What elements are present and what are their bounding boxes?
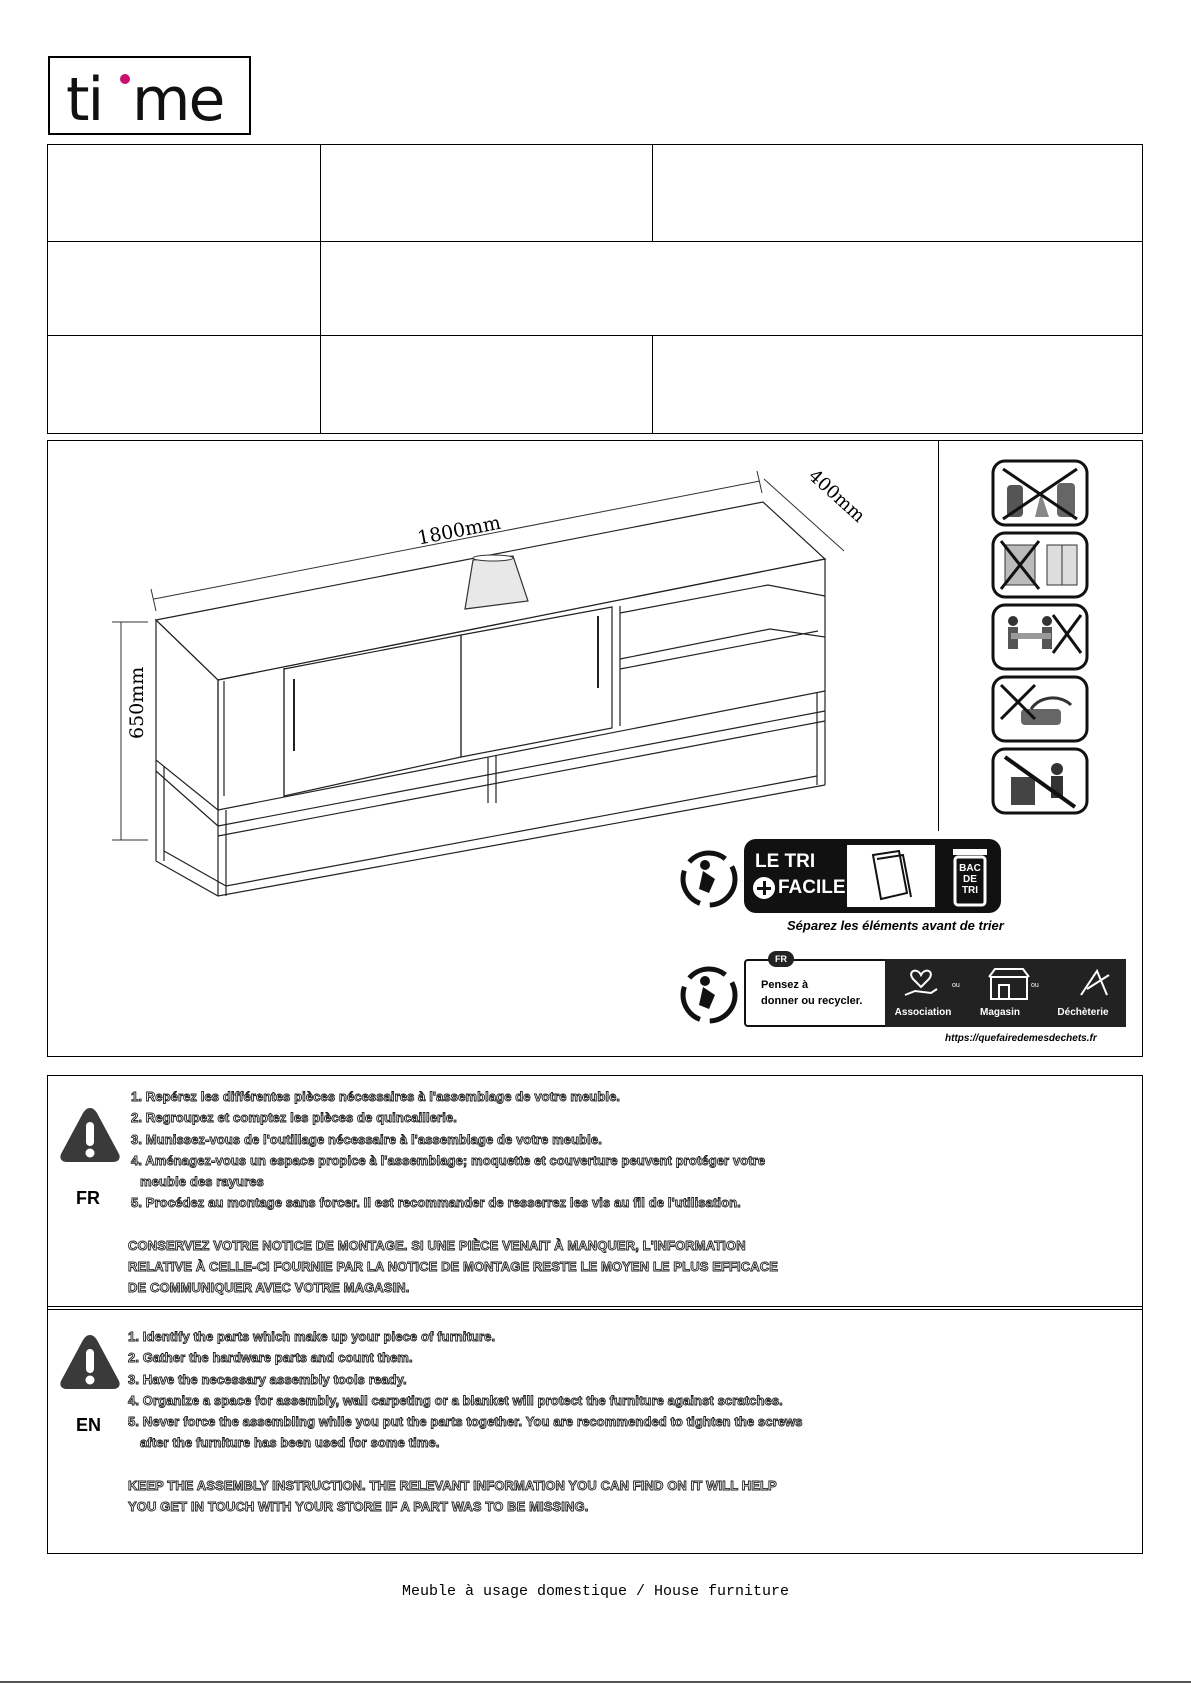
plus-icon [753,877,775,899]
lamp-decoration [465,555,528,609]
no-humidity-icon [993,533,1087,597]
dimension-height: 650mm [126,666,148,739]
store-icon [989,969,1029,999]
donate-text-1: Pensez à [761,979,809,991]
dimension-length: 1800mm [415,511,503,550]
bin-label-2: DE [963,874,977,885]
lang-flag: FR [768,951,794,967]
or-label-2: ou [1031,982,1039,989]
grid-divider [320,145,321,433]
tri-title-1: LE TRI [755,851,816,872]
fr-notice-3: DE COMMUNIQUER AVEC VOTRE MAGASIN. [128,1280,410,1296]
grid-divider [48,241,1142,242]
brand-logo [48,56,251,135]
en-spacer [128,1454,803,1475]
grid-divider [48,335,1142,336]
donate-text [761,977,862,1009]
fr-step-3: 3. Munissez-vous de l'outillage nécessaire à l'assemblage de votre meuble. [131,1131,602,1147]
warning-icon-fr [57,1104,123,1166]
en-step-4: 4. Organize a space for assembly, wall carpeting or a blanket will protect the furniture against scratches. [128,1392,783,1408]
en-notice-1: KEEP THE ASSEMBLY INSTRUCTION. THE RELEVANT INFORMATION YOU CAN FIND ON IT WILL HELP [128,1477,777,1493]
fr-step-4-continued: meuble des rayures [140,1174,264,1190]
two-person-assembly-icon [993,605,1087,669]
or-label-1: ou [952,982,960,989]
en-step-3: 3. Have the necessary assembly tools ready. [128,1371,407,1387]
dimension-depth: 400mm [804,465,870,527]
bin-label-1: BAC [959,863,981,874]
sliding-door-left [284,635,461,796]
fr-notice-1: CONSERVEZ VOTRE NOTICE DE MONTAGE. SI UNE PIÈCE VENAIT À MANQUER, L'INFORMATION [128,1237,746,1253]
en-step-2: 2. Gather the hardware parts and count them. [128,1350,413,1366]
en-step-5: 5. Never force the assembling while you put the parts together. You are recommended to tighten the screws [128,1414,803,1430]
care-pictograms [991,459,1090,824]
fr-notice-2: RELATIVE À CELLE-CI FOURNIE PAR LA NOTICE DE MONTAGE RESTE LE MOYEN LE PLUS EFFICACE [128,1259,778,1275]
panel-divider [938,441,939,831]
grid-divider [652,335,653,433]
language-separator [48,1306,1142,1310]
option-decheterie: Déchèterie [1057,1007,1109,1018]
footer-note: Meuble à usage domestique / House furniture [401,1583,790,1600]
en-notice-2: YOU GET IN TOUCH WITH YOUR STORE IF A PART WAS TO BE MISSING. [128,1499,589,1515]
en-instruction-list [128,1326,803,1517]
tri-caption: Séparez les éléments avant de trier [787,918,1004,933]
no-chemicals-icon [993,461,1087,525]
donate-text-2: donner ou recycler. [761,995,863,1007]
assembly-instructions [47,1075,1143,1554]
triman-icon [675,965,743,1025]
fr-instruction-list [128,1086,778,1299]
warning-icon-en [57,1331,123,1393]
heart-hand-icon [905,971,937,995]
product-illustration-panel [47,440,1143,1057]
bottom-rule [0,1681,1191,1683]
bin-label [955,863,985,896]
sliding-door-right [461,607,612,757]
fr-step-5: 5. Procédez au montage sans forcer. Il est recommander de resserrez les vis au fil de l'utilisation. [131,1195,741,1211]
grid-divider [652,145,653,241]
recycling-url: https://quefairedemesdechets.fr [945,1033,1097,1044]
product-info-grid [47,144,1143,434]
paper-icon [847,845,935,907]
option-association: Association [894,1007,952,1018]
paper-panel [847,845,935,907]
donate-recycle-badge [675,955,1175,1055]
svg-text:me: me [132,65,224,133]
dump-icon [1081,971,1109,995]
svg-text:ti: ti [66,65,103,133]
bin-label-3: TRI [961,885,979,896]
cabinet-side [156,620,218,810]
no-bin-disposal-icon [993,749,1087,813]
lang-label-en: EN [76,1415,102,1435]
en-step-1: 1. Identify the parts which make up your piece of furniture. [128,1329,496,1344]
logo-dot [120,74,130,84]
fr-step-4: 4. Aménagez-vous un espace propice à l'assemblage; moquette et couverture peuvent protéger votre [131,1152,766,1168]
donate-option-icons [901,965,1121,1001]
no-abrasive-cleaning-icon [993,677,1087,741]
fr-spacer [128,1214,778,1235]
fr-step-2: 2. Regroupez et comptez les pièces de quincaillerie. [131,1110,457,1126]
tri-facile-badge [675,839,1047,939]
fr-step-1: 1. Repérez les différentes pièces nécessaires à l'assemblage de votre meuble. [131,1089,621,1104]
brand-logo-mark [50,58,249,133]
option-magasin: Magasin [979,1007,1020,1018]
lang-label-fr: FR [76,1188,100,1208]
en-step-5-continued: after the furniture has been used for some time. [140,1435,440,1451]
tri-title-2: FACILE [778,877,846,898]
triman-icon [675,849,743,909]
